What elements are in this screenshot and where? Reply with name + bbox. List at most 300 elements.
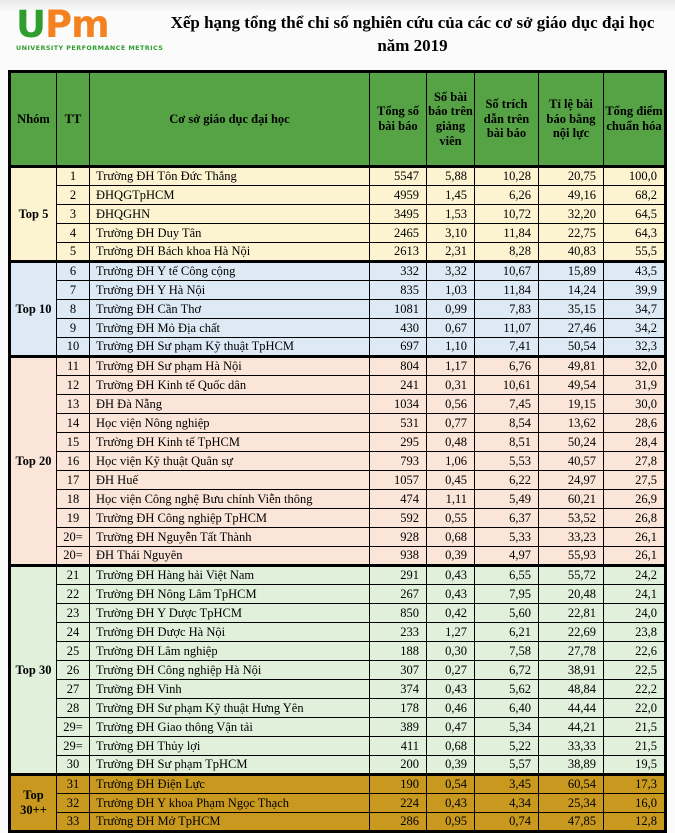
cell-total-articles: 5547 [370,167,427,186]
cell-institution-name: ĐH Huế [90,471,370,490]
cell-institution-name: Trường ĐH Y Hà Nội [90,281,370,300]
cell-total-articles: 474 [370,490,427,509]
cell-internal-ratio: 27,46 [539,319,604,338]
cell-rank: 17 [57,471,90,490]
cell-institution-name: Trường ĐH Thủy lợi [90,737,370,756]
cell-standardized-score: 17,3 [604,775,666,794]
logo-tagline: UNIVERSITY PERFORMANCE METRICS [16,44,164,52]
cell-internal-ratio: 20,75 [539,167,604,186]
cell-standardized-score: 26,9 [604,490,666,509]
col-header-tongso: Tổng số bài báo [370,72,427,167]
cell-total-articles: 928 [370,528,427,547]
cell-citations-per-article: 6,26 [475,186,539,205]
cell-internal-ratio: 38,89 [539,756,604,775]
cell-internal-ratio: 20,48 [539,585,604,604]
cell-total-articles: 178 [370,699,427,718]
cell-total-articles: 697 [370,338,427,357]
cell-rank: 20= [57,528,90,547]
cell-rank: 20= [57,547,90,566]
cell-institution-name: Trường ĐH Y Dược TpHCM [90,604,370,623]
cell-articles-per-lecturer: 0,48 [427,433,475,452]
cell-total-articles: 233 [370,623,427,642]
table-row [10,167,666,186]
cell-citations-per-article: 11,84 [475,281,539,300]
table-row [10,224,666,243]
cell-institution-name: Trường ĐH Công nghiệp TpHCM [90,509,370,528]
cell-total-articles: 267 [370,585,427,604]
cell-institution-name: Trường ĐH Kinh tế TpHCM [90,433,370,452]
cell-institution-name: Trường ĐH Nguyễn Tất Thành [90,528,370,547]
cell-standardized-score: 31,9 [604,376,666,395]
group-top-10 [10,262,666,357]
table-row [10,395,666,414]
table-row [10,794,666,813]
cell-articles-per-lecturer: 0,95 [427,813,475,832]
cell-institution-name: Trường ĐH Sư phạm Hà Nội [90,357,370,376]
cell-internal-ratio: 49,16 [539,186,604,205]
table-row [10,813,666,832]
cell-citations-per-article: 11,07 [475,319,539,338]
cell-standardized-score: 34,2 [604,319,666,338]
table-row [10,547,666,566]
cell-standardized-score: 27,5 [604,471,666,490]
cell-articles-per-lecturer: 0,42 [427,604,475,623]
page-title-line2: năm 2019 [377,35,448,55]
logo-letter-u: U [16,3,46,46]
cell-articles-per-lecturer: 0,39 [427,756,475,775]
cell-rank: 15 [57,433,90,452]
cell-articles-per-lecturer: 1,53 [427,205,475,224]
col-header-trichdan: Số trích dẫn trên bài báo [475,72,539,167]
cell-rank: 26 [57,661,90,680]
table-row [10,186,666,205]
cell-standardized-score: 24,1 [604,585,666,604]
table-header [10,72,666,167]
upm-logo-wordmark [16,3,151,46]
cell-total-articles: 389 [370,718,427,737]
cell-institution-name: Trường ĐH Sư phạm Kỹ thuật TpHCM [90,338,370,357]
cell-rank: 21 [57,566,90,585]
cell-institution-name: ĐHQGHN [90,205,370,224]
cell-standardized-score: 43,5 [604,262,666,281]
cell-internal-ratio: 60,54 [539,775,604,794]
table-row [10,756,666,775]
cell-institution-name: Trường ĐH Kinh tế Quốc dân [90,376,370,395]
cell-internal-ratio: 14,24 [539,281,604,300]
cell-articles-per-lecturer: 0,43 [427,680,475,699]
cell-citations-per-article: 0,74 [475,813,539,832]
table-row [10,357,666,376]
cell-articles-per-lecturer: 0,30 [427,642,475,661]
cell-articles-per-lecturer: 0,43 [427,566,475,585]
cell-total-articles: 188 [370,642,427,661]
cell-articles-per-lecturer: 1,10 [427,338,475,357]
cell-rank: 19 [57,509,90,528]
cell-institution-name: ĐH Thái Nguyên [90,547,370,566]
table-row [10,281,666,300]
cell-total-articles: 411 [370,737,427,756]
cell-rank: 23 [57,604,90,623]
cell-total-articles: 291 [370,566,427,585]
cell-citations-per-article: 10,28 [475,167,539,186]
cell-institution-name: Trường ĐH Công nghiệp Hà Nội [90,661,370,680]
cell-internal-ratio: 40,83 [539,243,604,262]
cell-articles-per-lecturer: 1,27 [427,623,475,642]
cell-standardized-score: 27,8 [604,452,666,471]
cell-internal-ratio: 33,23 [539,528,604,547]
cell-articles-per-lecturer: 0,56 [427,395,475,414]
cell-standardized-score: 28,4 [604,433,666,452]
cell-institution-name: Trường ĐH Duy Tân [90,224,370,243]
table-row [10,452,666,471]
cell-standardized-score: 21,5 [604,737,666,756]
cell-articles-per-lecturer: 0,47 [427,718,475,737]
cell-standardized-score: 16,0 [604,794,666,813]
cell-rank: 24 [57,623,90,642]
cell-total-articles: 332 [370,262,427,281]
table-row [10,737,666,756]
cell-articles-per-lecturer: 0,39 [427,547,475,566]
cell-institution-name: ĐH Đà Nẵng [90,395,370,414]
cell-internal-ratio: 40,57 [539,452,604,471]
cell-total-articles: 224 [370,794,427,813]
cell-articles-per-lecturer: 1,03 [427,281,475,300]
cell-citations-per-article: 10,61 [475,376,539,395]
cell-standardized-score: 19,5 [604,756,666,775]
cell-standardized-score: 12,8 [604,813,666,832]
cell-citations-per-article: 5,34 [475,718,539,737]
upm-logo [16,3,164,52]
cell-articles-per-lecturer: 1,11 [427,490,475,509]
col-header-nhom: Nhóm [10,72,57,167]
cell-standardized-score: 28,6 [604,414,666,433]
cell-institution-name: Trường ĐH Lâm nghiệp [90,642,370,661]
cell-articles-per-lecturer: 0,31 [427,376,475,395]
cell-institution-name: Trường ĐH Vinh [90,680,370,699]
cell-internal-ratio: 55,72 [539,566,604,585]
cell-internal-ratio: 19,15 [539,395,604,414]
cell-total-articles: 850 [370,604,427,623]
ranking-table [8,70,667,833]
cell-rank: 5 [57,243,90,262]
cell-citations-per-article: 5,33 [475,528,539,547]
cell-internal-ratio: 13,62 [539,414,604,433]
cell-institution-name: Học viện Công nghệ Bưu chính Viễn thông [90,490,370,509]
table-row [10,680,666,699]
cell-articles-per-lecturer: 0,43 [427,585,475,604]
group-top-30 [10,566,666,775]
cell-internal-ratio: 53,52 [539,509,604,528]
cell-institution-name: Trường ĐH Nông Lâm TpHCM [90,585,370,604]
logo-letter-p: P [45,3,72,46]
cell-rank: 22 [57,585,90,604]
cell-internal-ratio: 44,44 [539,699,604,718]
cell-institution-name: Trường ĐH Hàng hải Việt Nam [90,566,370,585]
cell-total-articles: 295 [370,433,427,452]
cell-rank: 32 [57,794,90,813]
cell-internal-ratio: 50,24 [539,433,604,452]
cell-standardized-score: 68,2 [604,186,666,205]
cell-rank: 31 [57,775,90,794]
cell-institution-name: Trường ĐH Điện Lực [90,775,370,794]
cell-standardized-score: 26,1 [604,547,666,566]
cell-rank: 16 [57,452,90,471]
group-label: Top 30 [10,566,57,775]
cell-standardized-score: 55,5 [604,243,666,262]
page-header [0,0,675,70]
cell-citations-per-article: 6,76 [475,357,539,376]
cell-institution-name: Trường ĐH Tôn Đức Thắng [90,167,370,186]
cell-articles-per-lecturer: 1,06 [427,452,475,471]
col-header-tongdiem: Tổng điểm chuẩn hóa [604,72,666,167]
cell-internal-ratio: 32,20 [539,205,604,224]
cell-articles-per-lecturer: 0,43 [427,794,475,813]
cell-rank: 14 [57,414,90,433]
cell-rank: 1 [57,167,90,186]
cell-standardized-score: 30,0 [604,395,666,414]
cell-internal-ratio: 49,54 [539,376,604,395]
cell-internal-ratio: 15,89 [539,262,604,281]
cell-citations-per-article: 6,21 [475,623,539,642]
table-row [10,509,666,528]
cell-citations-per-article: 5,22 [475,737,539,756]
table-row [10,414,666,433]
cell-internal-ratio: 55,93 [539,547,604,566]
cell-articles-per-lecturer: 0,46 [427,699,475,718]
cell-articles-per-lecturer: 0,54 [427,775,475,794]
cell-articles-per-lecturer: 1,17 [427,357,475,376]
cell-standardized-score: 32,0 [604,357,666,376]
cell-rank: 4 [57,224,90,243]
cell-internal-ratio: 22,81 [539,604,604,623]
cell-standardized-score: 32,3 [604,338,666,357]
table-row [10,490,666,509]
table-row [10,661,666,680]
cell-citations-per-article: 3,45 [475,775,539,794]
cell-articles-per-lecturer: 0,68 [427,528,475,547]
group-top-30- [10,775,666,832]
cell-rank: 33 [57,813,90,832]
cell-citations-per-article: 5,60 [475,604,539,623]
cell-total-articles: 835 [370,281,427,300]
cell-total-articles: 793 [370,452,427,471]
cell-institution-name: Trường ĐH Bách khoa Hà Nội [90,243,370,262]
cell-articles-per-lecturer: 5,88 [427,167,475,186]
cell-articles-per-lecturer: 0,27 [427,661,475,680]
group-label: Top 30++ [10,775,57,832]
table-row [10,528,666,547]
group-top-5 [10,167,666,262]
cell-total-articles: 430 [370,319,427,338]
cell-standardized-score: 22,6 [604,642,666,661]
cell-rank: 2 [57,186,90,205]
cell-citations-per-article: 7,58 [475,642,539,661]
cell-standardized-score: 26,8 [604,509,666,528]
cell-total-articles: 938 [370,547,427,566]
table-row [10,566,666,585]
cell-internal-ratio: 22,69 [539,623,604,642]
group-label: Top 20 [10,357,57,566]
cell-articles-per-lecturer: 1,45 [427,186,475,205]
cell-citations-per-article: 5,62 [475,680,539,699]
cell-internal-ratio: 27,78 [539,642,604,661]
cell-rank: 12 [57,376,90,395]
cell-institution-name: Trường ĐH Mỏ Địa chất [90,319,370,338]
cell-institution-name: Trường ĐH Y tế Công cộng [90,262,370,281]
table-row [10,376,666,395]
table-row [10,205,666,224]
cell-citations-per-article: 5,49 [475,490,539,509]
cell-internal-ratio: 38,91 [539,661,604,680]
col-header-baobgv: Số bài báo trên giảng viên [427,72,475,167]
cell-standardized-score: 39,9 [604,281,666,300]
cell-internal-ratio: 25,34 [539,794,604,813]
table-row [10,433,666,452]
cell-rank: 27 [57,680,90,699]
table-row [10,300,666,319]
cell-citations-per-article: 6,55 [475,566,539,585]
cell-citations-per-article: 7,45 [475,395,539,414]
cell-articles-per-lecturer: 0,68 [427,737,475,756]
cell-institution-name: Trường ĐH Sư phạm Kỹ thuật Hưng Yên [90,699,370,718]
cell-internal-ratio: 60,21 [539,490,604,509]
cell-articles-per-lecturer: 0,55 [427,509,475,528]
cell-internal-ratio: 24,97 [539,471,604,490]
cell-standardized-score: 24,0 [604,604,666,623]
col-header-tt: TT [57,72,90,167]
cell-standardized-score: 22,5 [604,661,666,680]
cell-institution-name: Trường ĐH Sư phạm TpHCM [90,756,370,775]
cell-total-articles: 4959 [370,186,427,205]
cell-internal-ratio: 22,75 [539,224,604,243]
table-row [10,585,666,604]
cell-articles-per-lecturer: 3,32 [427,262,475,281]
cell-citations-per-article: 4,34 [475,794,539,813]
cell-citations-per-article: 10,67 [475,262,539,281]
cell-total-articles: 2613 [370,243,427,262]
cell-articles-per-lecturer: 0,77 [427,414,475,433]
cell-institution-name: ĐHQGTpHCM [90,186,370,205]
table-row [10,623,666,642]
table-row [10,604,666,623]
cell-institution-name: Trường ĐH Mở TpHCM [90,813,370,832]
cell-internal-ratio: 50,54 [539,338,604,357]
cell-rank: 7 [57,281,90,300]
cell-citations-per-article: 5,53 [475,452,539,471]
cell-total-articles: 241 [370,376,427,395]
col-header-tile: Tỉ lệ bài báo bằng nội lực [539,72,604,167]
cell-total-articles: 190 [370,775,427,794]
cell-standardized-score: 22,0 [604,699,666,718]
cell-total-articles: 200 [370,756,427,775]
cell-articles-per-lecturer: 3,10 [427,224,475,243]
cell-total-articles: 307 [370,661,427,680]
cell-citations-per-article: 7,41 [475,338,539,357]
table-row [10,699,666,718]
cell-rank: 6 [57,262,90,281]
cell-total-articles: 1057 [370,471,427,490]
cell-total-articles: 286 [370,813,427,832]
cell-citations-per-article: 8,28 [475,243,539,262]
cell-articles-per-lecturer: 0,45 [427,471,475,490]
cell-citations-per-article: 6,72 [475,661,539,680]
cell-standardized-score: 64,3 [604,224,666,243]
cell-internal-ratio: 35,15 [539,300,604,319]
cell-rank: 8 [57,300,90,319]
cell-total-articles: 2465 [370,224,427,243]
cell-institution-name: Trường ĐH Giao thông Vận tải [90,718,370,737]
cell-citations-per-article: 4,97 [475,547,539,566]
cell-articles-per-lecturer: 2,31 [427,243,475,262]
cell-institution-name: Học viện Kỹ thuật Quân sự [90,452,370,471]
cell-rank: 30 [57,756,90,775]
cell-rank: 29= [57,737,90,756]
cell-internal-ratio: 47,85 [539,813,604,832]
cell-standardized-score: 21,5 [604,718,666,737]
cell-citations-per-article: 8,54 [475,414,539,433]
cell-total-articles: 531 [370,414,427,433]
cell-citations-per-article: 8,51 [475,433,539,452]
cell-standardized-score: 24,2 [604,566,666,585]
cell-total-articles: 592 [370,509,427,528]
table-row [10,718,666,737]
group-top-20 [10,357,666,566]
cell-total-articles: 374 [370,680,427,699]
cell-rank: 25 [57,642,90,661]
cell-rank: 9 [57,319,90,338]
cell-standardized-score: 23,8 [604,623,666,642]
col-header-coso: Cơ sở giáo dục đại học [90,72,370,167]
cell-citations-per-article: 7,83 [475,300,539,319]
cell-institution-name: Trường ĐH Dược Hà Nội [90,623,370,642]
table-row [10,775,666,794]
page-title-line1: Xếp hạng tổng thể chỉ số nghiên cứu của các cơ sở giáo dục đại học [170,13,655,32]
cell-articles-per-lecturer: 0,67 [427,319,475,338]
cell-standardized-score: 100,0 [604,167,666,186]
cell-rank: 10 [57,338,90,357]
cell-rank: 3 [57,205,90,224]
group-label: Top 10 [10,262,57,357]
cell-internal-ratio: 48,84 [539,680,604,699]
cell-rank: 11 [57,357,90,376]
cell-total-articles: 1081 [370,300,427,319]
logo-letter-m: m [71,3,109,46]
table-row [10,243,666,262]
cell-internal-ratio: 44,21 [539,718,604,737]
cell-standardized-score: 22,2 [604,680,666,699]
cell-citations-per-article: 6,40 [475,699,539,718]
cell-total-articles: 3495 [370,205,427,224]
cell-standardized-score: 34,7 [604,300,666,319]
cell-institution-name: Trường ĐH Y khoa Phạm Ngọc Thạch [90,794,370,813]
cell-citations-per-article: 5,57 [475,756,539,775]
cell-citations-per-article: 11,84 [475,224,539,243]
table-row [10,642,666,661]
table-row [10,471,666,490]
cell-citations-per-article: 10,72 [475,205,539,224]
cell-total-articles: 804 [370,357,427,376]
cell-internal-ratio: 49,81 [539,357,604,376]
table-row [10,338,666,357]
cell-total-articles: 1034 [370,395,427,414]
cell-standardized-score: 64,5 [604,205,666,224]
table-row [10,262,666,281]
cell-internal-ratio: 33,33 [539,737,604,756]
cell-rank: 28 [57,699,90,718]
cell-rank: 13 [57,395,90,414]
group-label: Top 5 [10,167,57,262]
cell-citations-per-article: 7,95 [475,585,539,604]
